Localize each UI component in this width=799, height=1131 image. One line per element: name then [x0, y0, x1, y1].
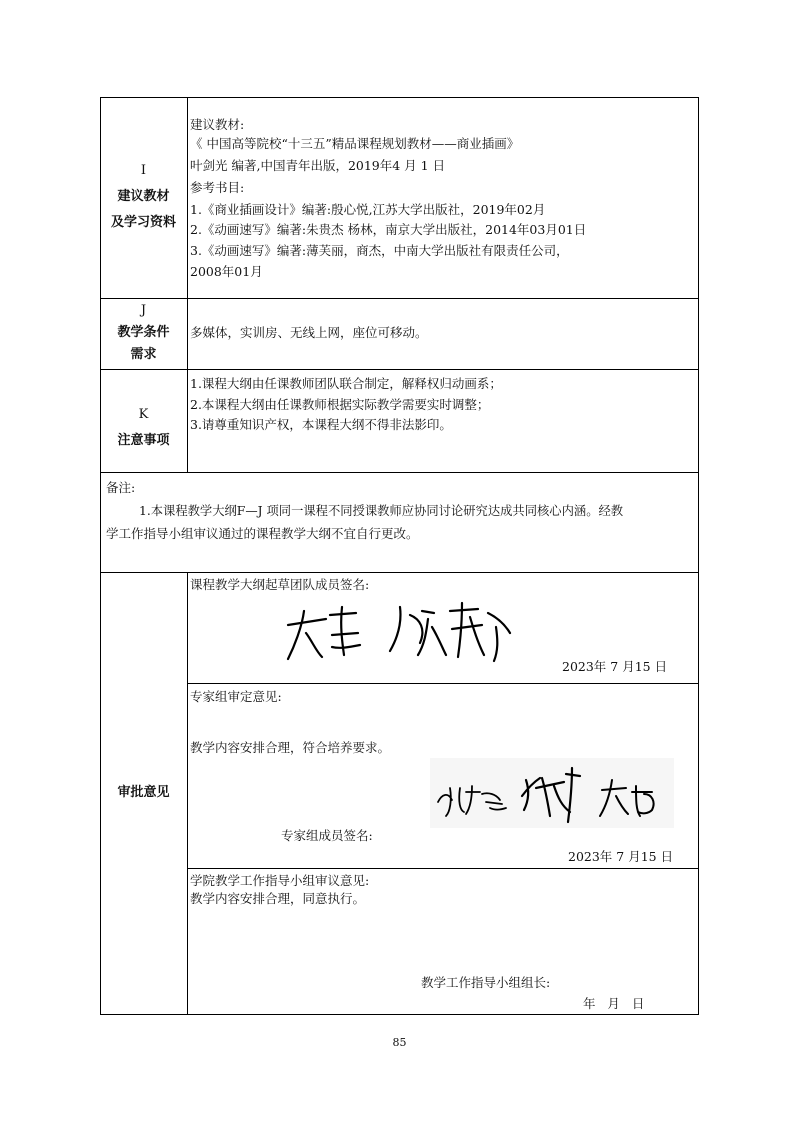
section-label-line: 及学习资料	[110, 215, 176, 230]
remarks-line: 1.本课程教学大纲F—J 项同一课程不同授课教师应协同讨论研究达成共同核心内涵。经教	[139, 504, 624, 518]
materials-line: 1.《商业插画设计》编著:殷心悦,江苏大学出版社，2019年02月	[190, 202, 546, 217]
expert-sign-label: 专家组成员签名:	[281, 828, 373, 843]
remarks-title: 备注:	[106, 480, 136, 495]
college-title: 学院教学工作指导小组审议意见:	[190, 873, 370, 888]
section-code: I	[140, 163, 147, 178]
section-label-notes	[100, 402, 187, 454]
section-code: J	[140, 303, 147, 318]
section-label-line: 需求	[130, 347, 157, 362]
materials-line: 参考书目:	[190, 180, 245, 195]
row-divider	[187, 868, 699, 869]
college-date: 年 月 日	[583, 996, 645, 1011]
section-label-line: 建议教材	[117, 189, 170, 204]
conditions-text: 多媒体，实训房、无线上网，座位可移动。	[190, 325, 428, 340]
notes-line: 1.课程大纲由任课教师团队联合制定，解释权归动画系；	[190, 376, 502, 391]
approval-label: 审批意见	[117, 785, 170, 800]
materials-line: 2.《动画速写》编著:朱贵杰 杨林，南京大学出版社，2014年03月01日	[190, 222, 587, 237]
section-label-materials	[100, 158, 187, 236]
materials-line: 2008年01月	[190, 264, 263, 279]
expert-title: 专家组审定意见:	[190, 689, 282, 704]
remarks-line: 学工作指导小组审议通过的课程教学大纲不宜自行更改。	[106, 526, 419, 541]
label-column-divider	[187, 572, 188, 1015]
row-divider	[100, 369, 699, 370]
college-opinion: 教学内容安排合理，同意执行。	[190, 891, 366, 906]
row-divider	[100, 572, 699, 573]
label-column-divider	[187, 97, 188, 472]
expert-signatures	[430, 758, 674, 828]
drafting-date: 2023年 7 月15 日	[562, 659, 668, 674]
row-divider	[100, 298, 699, 299]
drafting-title: 课程教学大纲起草团队成员签名:	[190, 577, 370, 592]
section-label-conditions	[100, 300, 187, 366]
section-label-line: 教学条件	[117, 325, 170, 340]
row-divider	[187, 683, 699, 684]
expert-date: 2023年 7 月15 日	[568, 849, 674, 864]
materials-line: 叶剑光 编著,中国青年出版，2019年4 月 1 日	[190, 158, 446, 173]
drafting-signatures	[282, 597, 522, 665]
row-divider	[100, 472, 699, 473]
materials-line: 建议教材:	[190, 117, 245, 132]
section-label-line: 注意事项	[117, 433, 170, 448]
college-leader-label: 教学工作指导小组组长:	[421, 975, 551, 990]
notes-line: 2.本课程大纲由任课教师根据实际教学需要实时调整；	[190, 397, 490, 412]
materials-line: 《 中国高等院校“十三五”精品课程规划教材——商业插画》	[190, 136, 520, 151]
materials-line: 3.《动画速写》编著:薄芙丽，商杰，中南大学出版社有限责任公司，	[190, 243, 569, 258]
expert-opinion: 教学内容安排合理，符合培养要求。	[190, 740, 391, 755]
page-number: 85	[392, 1036, 407, 1049]
notes-line: 3.请尊重知识产权，本课程大纲不得非法影印。	[190, 417, 452, 432]
section-code: K	[138, 407, 149, 422]
